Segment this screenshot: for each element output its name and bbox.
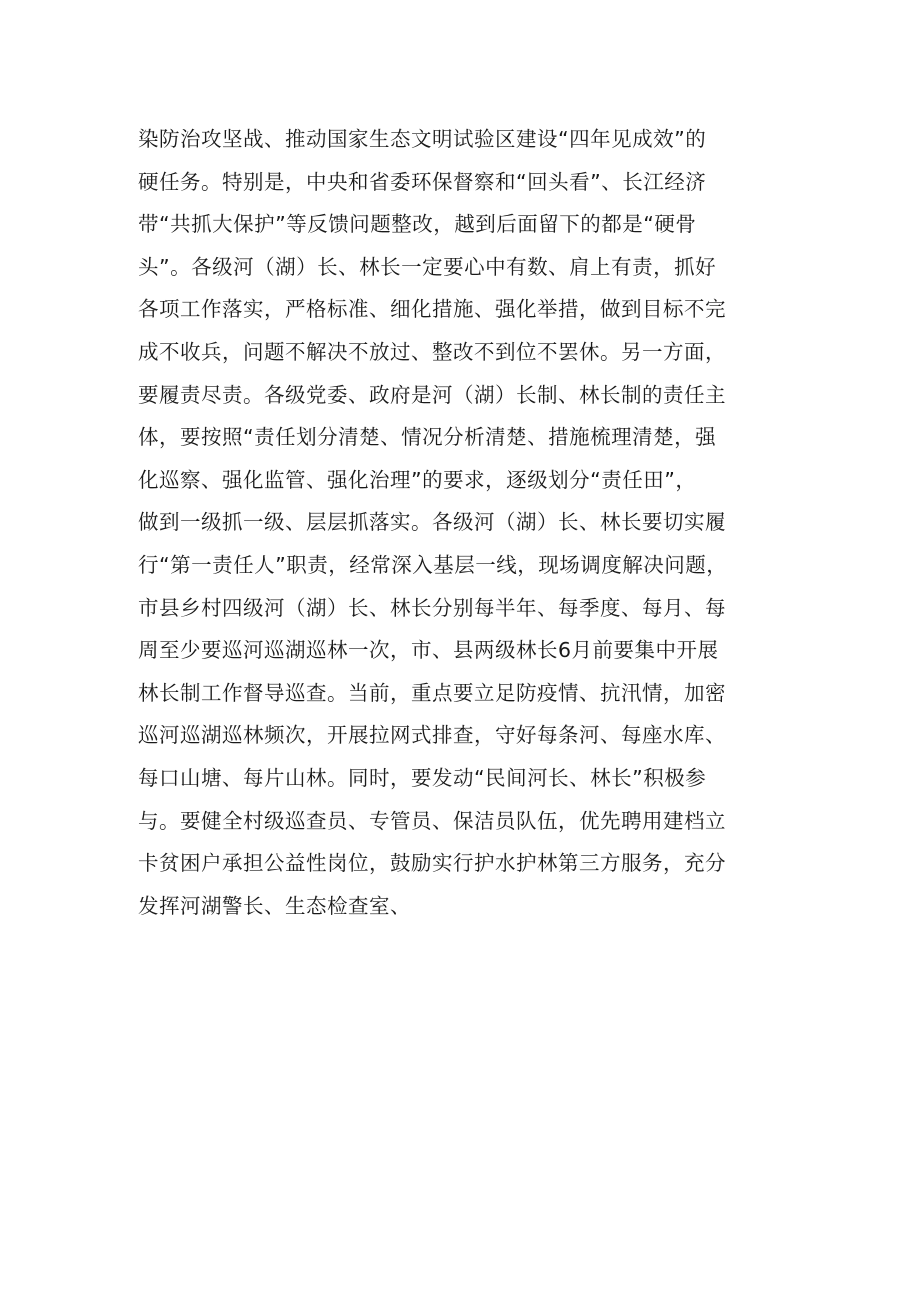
- text-line-10: 做到一级抓一级、层层抓落实。各级河（湖）长、林长要切实履: [138, 510, 726, 535]
- text-line-6: 成不收兵，问题不解决不放过、整改不到位不罢休。另一方面，: [138, 339, 726, 364]
- text-line-18: 卡贫困户承担公益性岗位，鼓励实行护水护林第三方服务，充分: [138, 851, 726, 876]
- text-line-17: 与。要健全村级巡查员、专管员、保洁员队伍，优先聘用建档立: [138, 808, 726, 833]
- text-line-14: 林长制工作督导巡查。当前，重点要立足防疫情、抗汛情，加密: [138, 680, 726, 705]
- text-line-2: 硬任务。特别是，中央和省委环保督察和“回头看”、长江经济: [138, 169, 707, 194]
- text-line-15: 巡河巡湖巡林频次，开展拉网式排查，守好每条河、每座水库、: [138, 723, 726, 748]
- text-line-19: 发挥河湖警长、生态检查室、: [138, 893, 411, 918]
- text-line-1: 染防治攻坚战、推动国家生态文明试验区建设“四年见成效”的: [138, 127, 707, 151]
- text-line-11: 行“第一责任人”职责，经常深入基层一线，现场调度解决问题，: [138, 552, 728, 577]
- text-line-4: 头”。各级河（湖）长、林长一定要心中有数、肩上有责，抓好: [138, 254, 717, 279]
- text-line-5: 各项工作落实，严格标准、细化措施、强化举措，做到目标不完: [138, 297, 726, 322]
- text-line-9: 化巡察、强化监管、强化治理”的要求，逐级划分“责任田”，: [138, 467, 697, 492]
- body-text: [138, 118, 818, 927]
- text-line-13: 周至少要巡河巡湖巡林一次，市、县两级林长6月前要集中开展: [138, 638, 719, 663]
- text-line-8: 体，要按照“责任划分清楚、情况分析清楚、措施梳理清楚，强: [138, 425, 717, 450]
- text-line-3: 带“共抓大保护”等反馈问题整改，越到后面留下的都是“硬骨: [138, 212, 697, 237]
- text-line-7: 要履责尽责。各级党委、政府是河（湖）长制、林长制的责任主: [138, 382, 726, 407]
- text-line-12: 市县乡村四级河（湖）长、林长分别每半年、每季度、每月、每: [138, 595, 726, 620]
- text-line-16: 每口山塘、每片山林。同时，要发动“民间河长、林长”积极参: [138, 765, 707, 790]
